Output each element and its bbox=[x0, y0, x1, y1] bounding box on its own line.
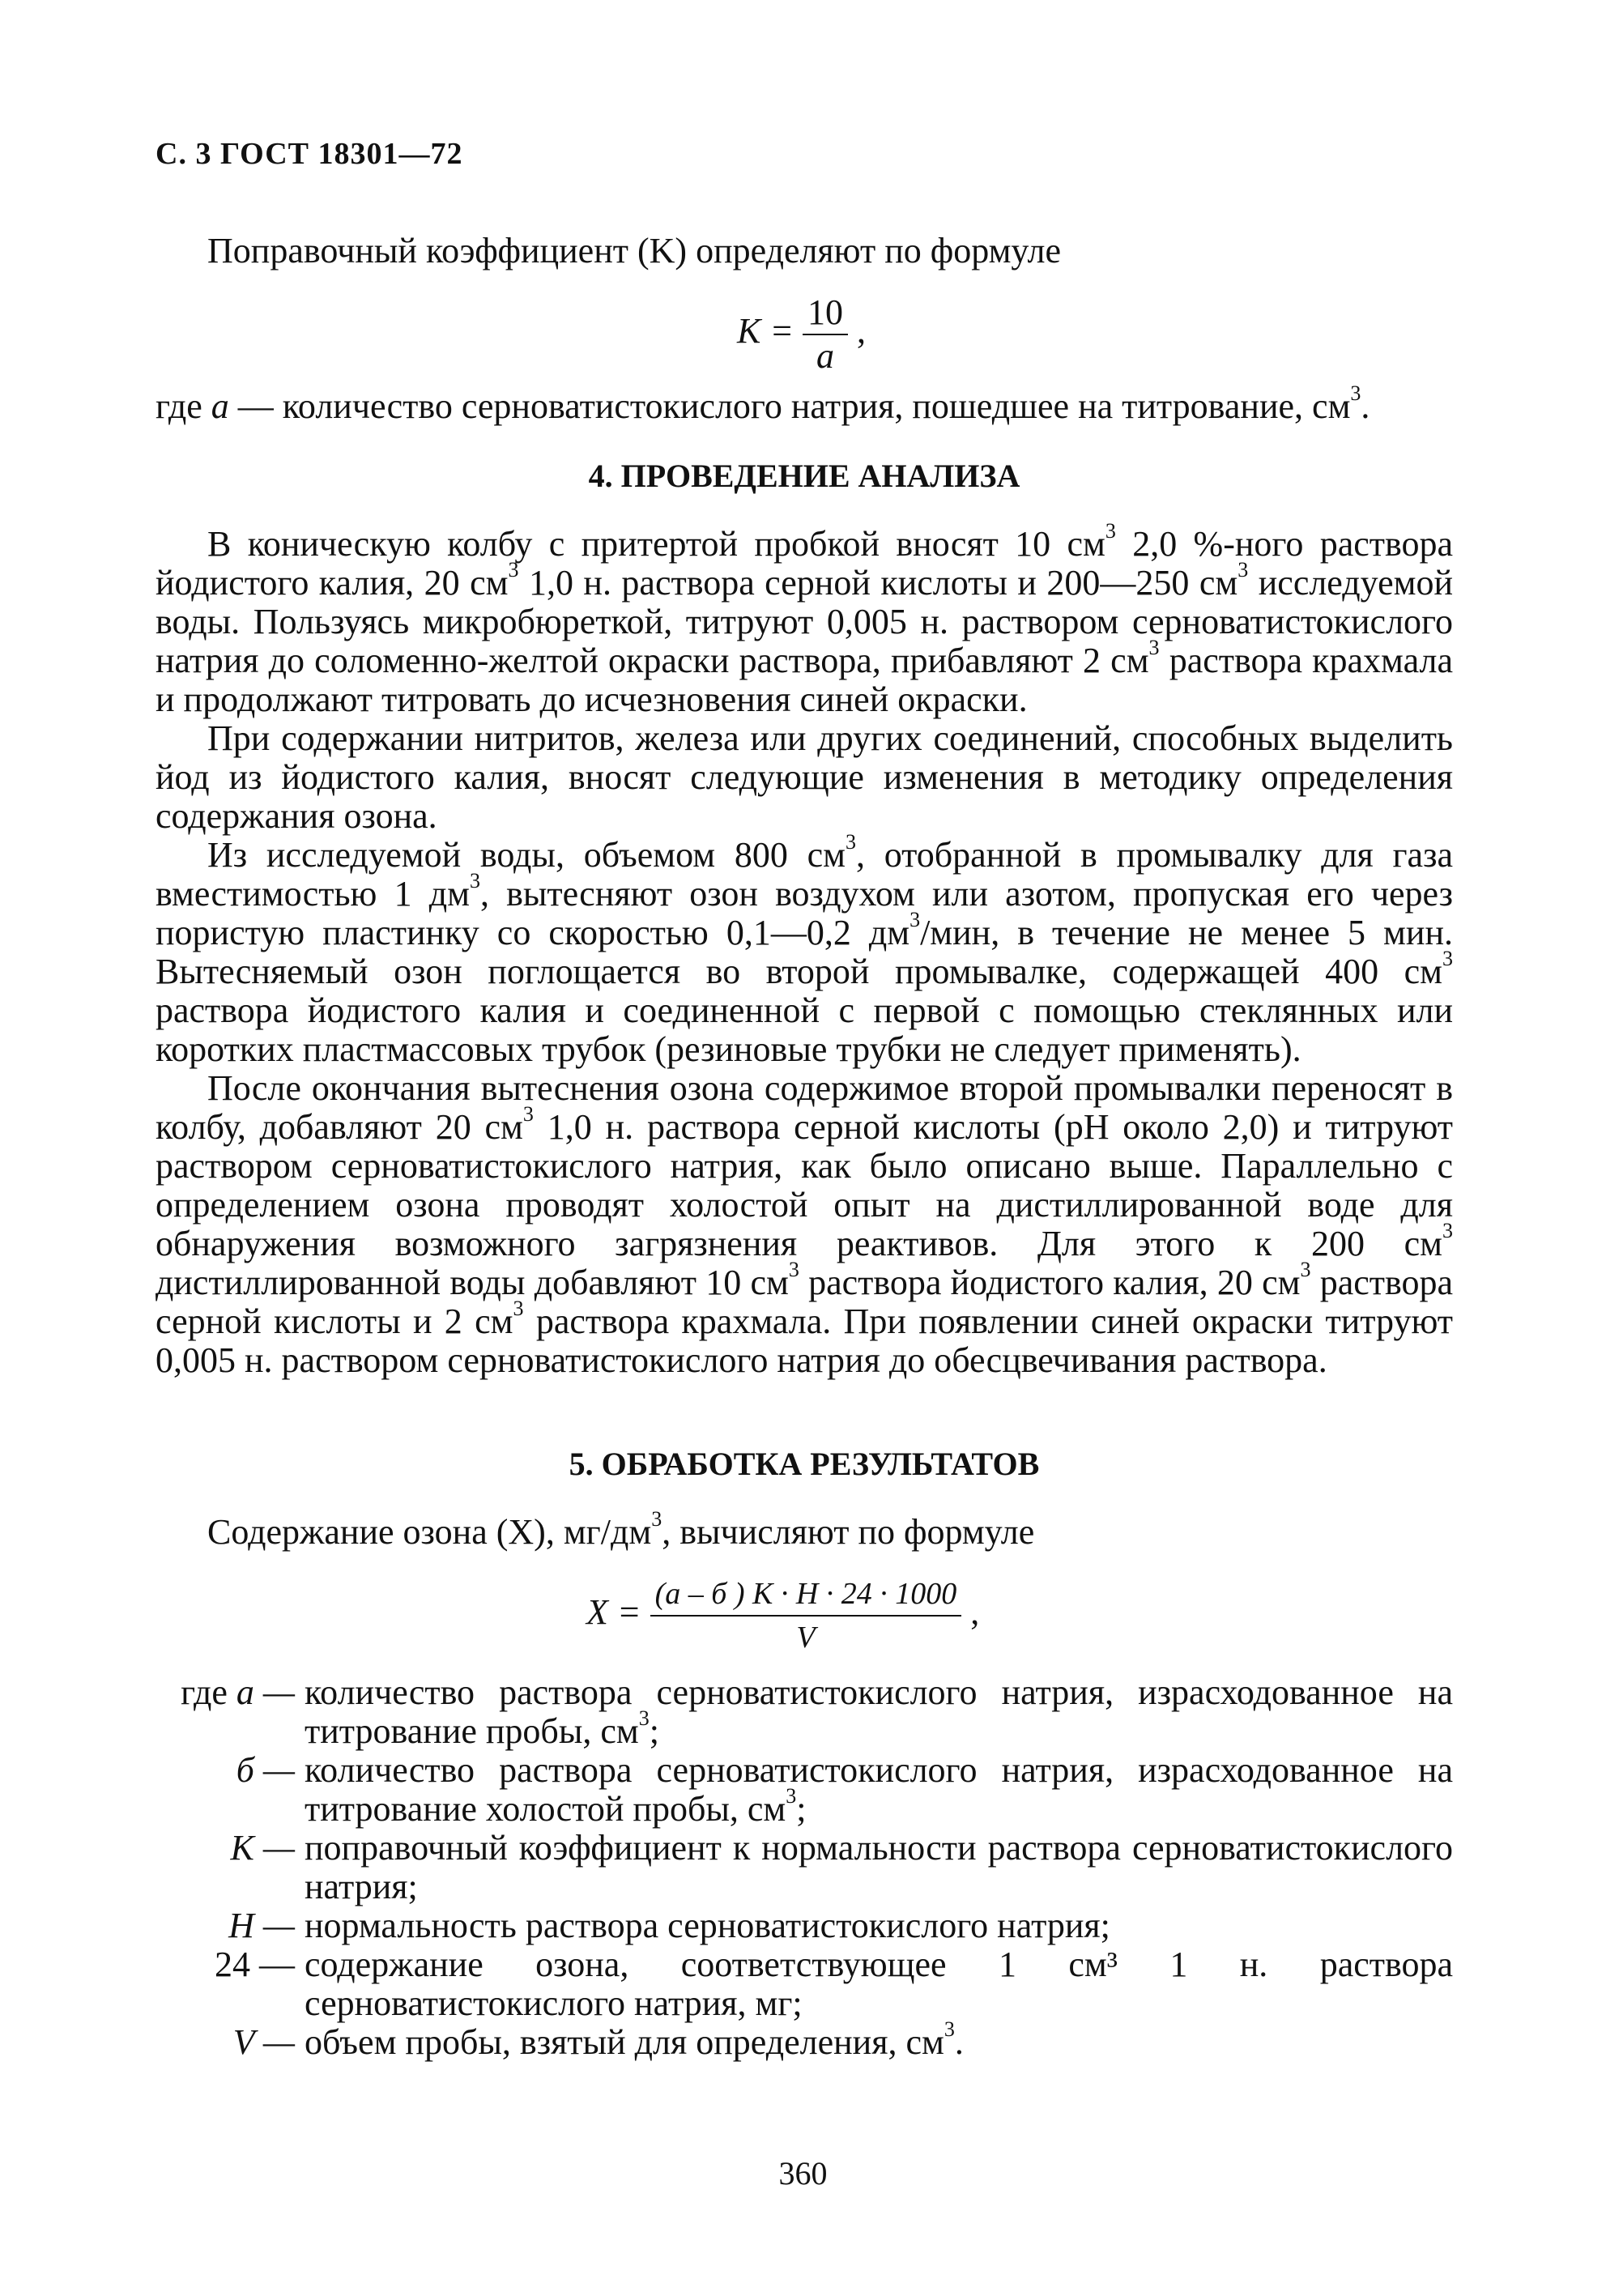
formula-x bbox=[586, 1574, 979, 1657]
definition-row: K — поправочный коэффициент к нормальности раствора серноватистокислого натрия; bbox=[230, 1828, 1453, 1906]
section-4-paragraph-2: При содержании нитритов, железа или других соединений, способных выделить йод из йодистого калия, вносят следующие изменения в методику определения содержания озона. bbox=[155, 718, 1453, 836]
section-4-title: 4. ПРОВЕДЕНИЕ АНАЛИЗА bbox=[588, 458, 1020, 494]
formula-x-lhs: X = bbox=[586, 1592, 641, 1633]
intro-definition bbox=[155, 381, 1453, 426]
definition-row: где a — количество раствора серноватистокислого натрия, израсходованное на титрование пробы, $см^3$; bbox=[181, 1672, 1453, 1751]
section-4-paragraph-3: Из исследуемой воды, объемом 800 $см^3$, отобранной в промывалку для газа вместимостью 1 $дм^3$, вытесняют озон воздухом или азотом, пропуская его через пористую пластинку со скоростью 0,1—0,2 $дм^3$/мин, в течение не менее 5 мин. Вытесняемый озон поглощается во второй промывалке, содержащей 400 $см^3$ раствора йодистого калия и соединенной с первой с помощью стеклянных или коротких пластмассовых трубок (резиновые трубки не следует применять). bbox=[155, 830, 1454, 1069]
page-header: С. 3 ГОСТ 18301—72 bbox=[155, 137, 463, 171]
formula-k-fraction bbox=[803, 293, 848, 376]
definition-end: . bbox=[1361, 386, 1370, 426]
definition-var: a bbox=[211, 386, 229, 426]
formula-k-tail: , bbox=[857, 311, 867, 351]
formula-k-numerator: 10 bbox=[803, 293, 848, 335]
formula-k-denominator: a bbox=[816, 336, 835, 376]
variable-definitions bbox=[155, 1673, 1453, 2062]
formula-x-denominator: V bbox=[796, 1621, 816, 1655]
page-number: 360 bbox=[778, 2155, 828, 2192]
section-4-paragraph-4: После окончания вытеснения озона содержимое второй промывалки переносят в колбу, добавляют 20 $см^3$ 1,0 н. раствора серной кислоты (pH около 2,0) и титруют раствором серноватистокислого натрия, как было описано выше. Параллельно с определением озона проводят холостой опыт на дистиллированной воде для обнаружения возможного загрязнения реактивов. Для этого к 200 $см^3$ дистиллированной воды добавляют 10 $см^3$ раствора йодистого калия, 20 $см^3$ раствора серной кислоты и 2 $см^3$ раствора крахмала. При появлении синей окраски титруют 0,005 н. раствором серноватистокислого натрия до обесцвечивания раствора. bbox=[155, 1068, 1454, 1380]
formula-x-numerator: (a – б ) K · H · 24 · 1000 bbox=[650, 1574, 962, 1617]
definition-row: б — количество раствора серноватистокислого натрия, израсходованное на титрование холостой пробы, $см^3$; bbox=[236, 1750, 1453, 1829]
formula-x-fraction bbox=[650, 1574, 962, 1657]
formula-k-lhs: K = bbox=[737, 311, 794, 351]
section-5-intro: Содержание озона (X), $мг/дм^3$, вычисляют по формуле bbox=[207, 1507, 1035, 1552]
definition-text: — количество серноватистокислого натрия, пошедшее на титрование, см bbox=[237, 386, 1351, 426]
section-5-title: 5. ОБРАБОТКА РЕЗУЛЬТАТОВ bbox=[569, 1446, 1040, 1482]
intro-line: Поправочный коэффициент (K) определяют по формуле bbox=[207, 231, 1061, 270]
definition-sup: 3 bbox=[1350, 381, 1361, 406]
definition-row: V — объем пробы, взятый для определения, $см^3$. bbox=[232, 2017, 964, 2062]
definition-prefix: где bbox=[155, 386, 202, 426]
formula-k bbox=[737, 293, 866, 376]
formula-x-tail: , bbox=[970, 1592, 980, 1633]
section-4-paragraph-1: В коническую колбу с притертой пробкой вносят 10 $см^3$ 2,0 %-ного раствора йодистого калия, 20 $см^3$ 1,0 н. раствора серной кислоты и 200—250 $см^3$ исследуемой воды. Пользуясь микробюреткой, титруют 0,005 н. раствором серноватистокислого натрия до соломенно-желтой окраски раствора, прибавляют 2 $см^3$ раствора крахмала и продолжают титровать до исчезновения синей окраски. bbox=[155, 519, 1453, 719]
definition-row: H — нормальность раствора серноватистокислого натрия; bbox=[228, 1906, 1110, 1945]
definition-row: 24 — содержание озона, соответствующее 1 см³ 1 н. раствора серноватистокислого натрия, мг; bbox=[215, 1945, 1453, 2023]
